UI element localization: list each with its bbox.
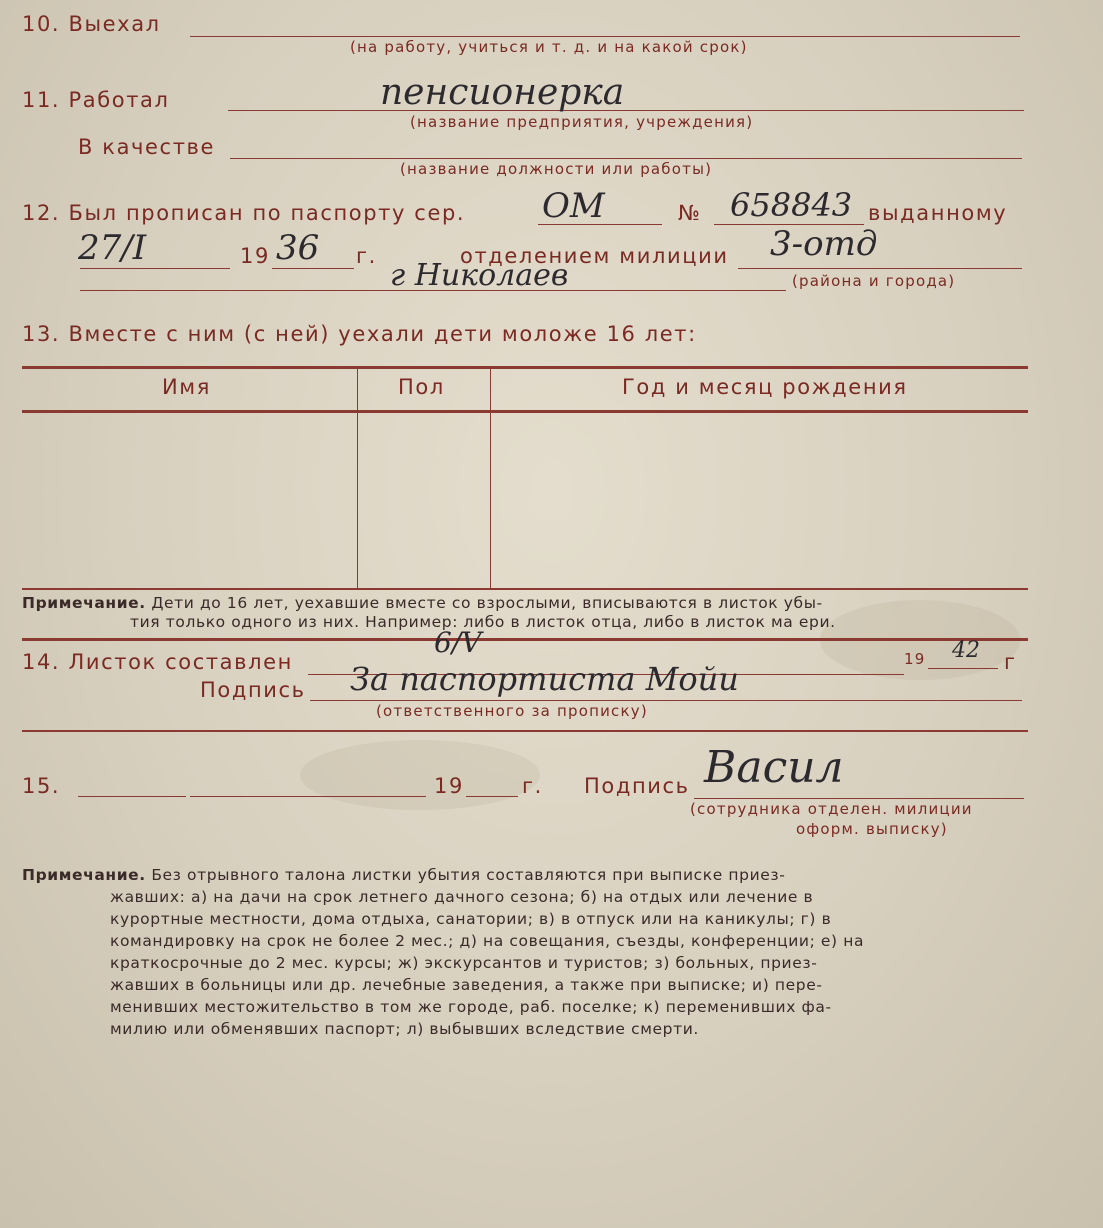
row12-number-label: № xyxy=(678,201,702,225)
table-bottom-rule xyxy=(22,588,1028,590)
row15-sign-value: Васил xyxy=(704,742,844,793)
note1-rule xyxy=(22,638,1028,641)
note1-line2: тия только одного из них. Например: либо в листок отца, либо в листок ма ери. xyxy=(130,613,836,631)
note1-line1: Примечание. Дети до 16 лет, уехавшие вместе со взрослыми, вписываются в листок убы- xyxy=(22,594,823,612)
row14-year-suffix: г xyxy=(1004,650,1017,674)
row14-year-value: 42 xyxy=(952,638,980,663)
row12-label: 12. Был прописан по паспорту сер. xyxy=(22,201,466,225)
row14-sign-line xyxy=(310,700,1022,701)
row14-rule xyxy=(22,730,1028,732)
note2-line5: краткосрочные до 2 мес. курсы; ж) экскурсантов и туристов; з) больных, приез- xyxy=(110,954,818,972)
row12-date-line xyxy=(80,268,230,269)
row15-hint-line2: оформ. выписку) xyxy=(796,820,948,838)
row15-sign-line xyxy=(694,798,1024,799)
row11-line xyxy=(228,110,1024,111)
row14-hint: (ответственного за прописку) xyxy=(376,702,648,720)
row11-position-label: В качестве xyxy=(78,135,216,159)
table-header-sex: Пол xyxy=(398,375,445,399)
row12-year-line xyxy=(272,268,354,269)
row10-line xyxy=(190,36,1020,37)
row12-hint: (района и города) xyxy=(792,272,956,290)
row12-year-value: 36 xyxy=(276,228,320,268)
row14-sign-label: Подпись xyxy=(200,678,306,702)
row13-label: 13. Вместе с ним (с ней) уехали дети моложе 16 лет: xyxy=(22,322,697,346)
note2-line3: курортные местности, дома отдыха, санатории; в) в отпуск или на каникулы; г) в xyxy=(110,910,832,928)
row14-date-value: 6/V xyxy=(434,626,482,659)
row12-dept-value: 3-отд xyxy=(770,224,878,264)
row12-number-value: 658843 xyxy=(730,186,853,224)
note2-line6: жавших в больницы или др. лечебные заведения, а также при выписке; и) пере- xyxy=(110,976,823,994)
row15-label: 15. xyxy=(22,774,61,798)
row11-position-line xyxy=(230,158,1022,159)
table-column-divider xyxy=(490,368,491,590)
note2-line2: жавших: а) на дачи на срок летнего дачного сезона; б) на отдых или лечение в xyxy=(110,888,814,906)
row12-issued-label: выданному xyxy=(868,201,1008,225)
row14-sign-value: За паспортиста Мойи xyxy=(350,660,739,698)
note2-line7: менивших местожительство в том же городе, раб. поселке; к) переменивших фа- xyxy=(110,998,832,1016)
table-column-divider xyxy=(357,368,358,590)
row15-sign-label: Подпись xyxy=(584,774,690,798)
row14-label: 14. Листок составлен xyxy=(22,650,293,674)
note2-line4: командировку на срок не более 2 мес.; д) на совещания, съезды, конференции; е) на xyxy=(110,932,865,950)
table-top-rule xyxy=(22,366,1028,369)
table-header-rule xyxy=(22,410,1028,413)
note2-line8: милию или обменявших паспорт; л) выбывших вследствие смерти. xyxy=(110,1020,699,1038)
row11-hint: (название предприятия, учреждения) xyxy=(410,113,754,131)
row15-year-line xyxy=(466,796,518,797)
row12-year-prefix: 19 xyxy=(240,244,270,268)
row12-year-suffix: г. xyxy=(356,244,377,268)
row15-day-line xyxy=(78,796,186,797)
row12-dept-line xyxy=(738,268,1022,269)
note2-line1: Примечание. Без отрывного талона листки убытия составляются при выписке приез- xyxy=(22,866,786,884)
row10-label: 10. Выехал xyxy=(22,12,161,36)
row15-year-prefix: 19 xyxy=(434,774,464,798)
row10-hint: (на работу, учиться и т. д. и на какой срок) xyxy=(350,38,748,56)
row14-year-line xyxy=(928,668,998,669)
table-header-name: Имя xyxy=(162,375,211,399)
row15-month-line xyxy=(190,796,426,797)
row11-workplace-value: пенсионерка xyxy=(380,72,625,113)
row12-date-value: 27/I xyxy=(78,228,147,268)
paper-stain xyxy=(300,740,540,810)
row11-position-hint: (название должности или работы) xyxy=(400,160,713,178)
row12-dept-label: отделением милиции xyxy=(460,244,729,268)
table-header-birth: Год и месяц рождения xyxy=(622,375,908,399)
row14-year-prefix: 19 xyxy=(904,650,926,668)
row11-label: 11. Работал xyxy=(22,88,170,112)
row12-series-value: ОМ xyxy=(542,186,605,226)
row15-year-suffix: г. xyxy=(522,774,543,798)
row15-hint-line1: (сотрудника отделен. милиции xyxy=(690,800,973,818)
row12-city-value: г Николаев xyxy=(390,258,569,293)
